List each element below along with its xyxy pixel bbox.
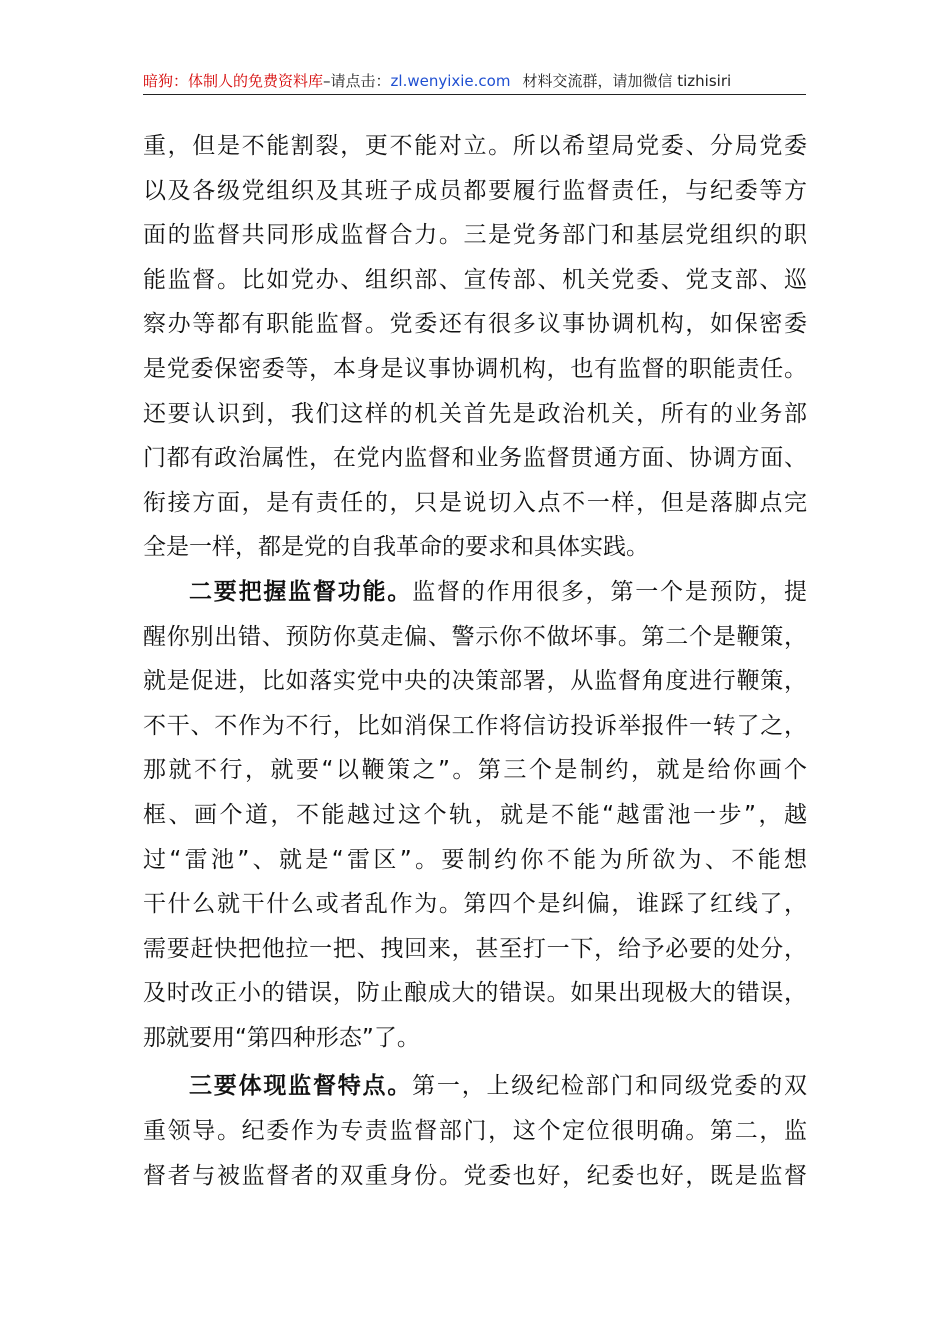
text-line: 是党委保密委等，本身是议事协调机构，也有监督的职能责任。 <box>143 355 807 382</box>
text-line: 重，但是不能割裂，更不能对立。所以希望局党委、分局党委 <box>143 133 807 159</box>
text-line: 重领导。纪委作为专责监督部门，这个定位很明确。第二，监 <box>143 1118 807 1145</box>
text-line: 醒你别出错、预防你莫走偏、警示你不做坏事。第二个是鞭策， <box>143 623 807 650</box>
text-line: 衔接方面，是有责任的，只是说切入点不一样，但是落脚点完 <box>143 489 807 516</box>
text-line: 就是促进，比如落实党中央的决策部署，从监督角度进行鞭策， <box>143 668 807 695</box>
text-line: 那就不行，就要“以鞭策之”。第三个是制约，就是给你画个 <box>143 757 807 784</box>
page-header <box>143 70 806 92</box>
text-line: 还要认识到，我们这样的机关首先是政治机关，所有的业务部 <box>143 400 807 427</box>
text-line: 框、画个道，不能越过这个轨，就是不能“越雷池一步”，越 <box>143 801 807 828</box>
paragraph-heading: 三要体现监督特点。 <box>189 1073 413 1100</box>
text-line: 督者与被监督者的双重身份。党委也好，纪委也好，既是监督 <box>143 1162 807 1189</box>
paragraph-text: 监督的作用很多，第一个是预防，提 <box>412 578 808 605</box>
text-line: 门都有政治属性，在党内监督和业务监督贯通方面、协调方面、 <box>143 445 807 472</box>
paragraph-text: 第一，上级纪检部门和同级党委的双 <box>412 1073 808 1100</box>
header-divider <box>143 94 806 95</box>
text-line: 察办等都有职能监督。党委还有很多议事协调机构，如保密委 <box>143 311 807 338</box>
paragraph-start <box>143 570 807 615</box>
text-line: 不干、不作为不行，比如消保工作将信访投诉举报件一转了之， <box>143 712 807 739</box>
text-line: 及时改正小的错误，防止酿成大的错误。如果出现极大的错误， <box>143 980 807 1007</box>
text-line: 能监督。比如党办、组织部、宣传部、机关党委、党支部、巡 <box>143 266 807 293</box>
paragraph-heading: 二要把握监督功能。 <box>189 578 413 605</box>
text-line: 干什么就干什么或者乱作为。第四个是纠偏，谁踩了红线了， <box>143 891 807 918</box>
paragraph-start <box>143 1064 807 1109</box>
document-body <box>143 124 807 1198</box>
header-prompt: –请点击： <box>323 72 391 90</box>
header-url-link[interactable]: zl.wenyixie.com <box>390 72 511 90</box>
text-line: 全是一样，都是党的自我革命的要求和具体实践。 <box>143 534 649 561</box>
header-brand: 暗狗：体制人的免费资料库 <box>143 72 324 90</box>
text-line: 以及各级党组织及其班子成员都要履行监督责任，与纪委等方 <box>143 177 807 204</box>
text-line: 那就要用“第四种形态”了。 <box>143 1024 420 1051</box>
header-wechat-note: 材料交流群，请加微信 tizhisiri <box>522 72 732 90</box>
text-line: 面的监督共同形成监督合力。三是党务部门和基层党组织的职 <box>143 222 807 249</box>
text-line: 过“雷池”、就是“雷区”。要制约你不能为所欲为、不能想 <box>143 846 807 873</box>
text-line: 需要赶快把他拉一把、拽回来，甚至打一下，给予必要的处分， <box>143 935 807 962</box>
